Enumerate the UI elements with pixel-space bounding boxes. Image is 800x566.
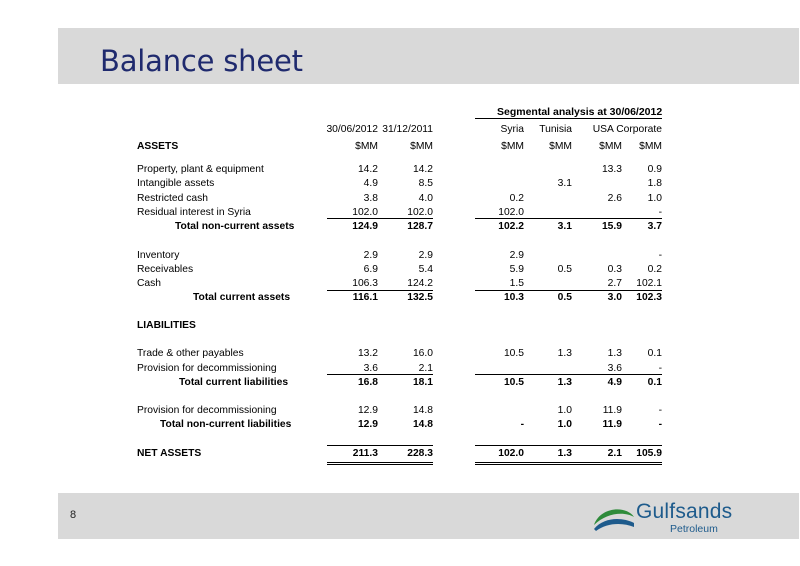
value-cell: 105.9	[636, 448, 662, 459]
total-row-label: Total current liabilities	[179, 377, 289, 388]
value-cell: 14.2	[357, 164, 378, 175]
value-cell: 16.0	[412, 348, 433, 359]
value-cell: -	[658, 207, 662, 218]
value-cell: 116.1	[352, 292, 378, 303]
value-cell: 16.8	[357, 377, 378, 388]
value-cell: 0.2	[647, 264, 662, 275]
logo-wordmark: Gulfsands	[636, 500, 733, 523]
rule-line	[475, 445, 662, 446]
rule-line	[327, 462, 433, 463]
value-cell: 12.9	[357, 419, 378, 430]
col-header-31-12-2011: 31/12/2011	[382, 124, 433, 135]
value-cell: 2.9	[418, 250, 433, 261]
row-label: Trade & other payables	[137, 348, 244, 359]
row-label: Cash	[137, 278, 162, 289]
value-cell: 11.9	[602, 419, 622, 430]
value-cell: 14.8	[412, 419, 433, 430]
value-cell: 102.0	[498, 448, 524, 459]
row-label: Residual interest in Syria	[137, 207, 251, 218]
value-cell: -	[658, 250, 662, 261]
value-cell: -	[658, 405, 662, 416]
value-cell: 5.9	[509, 264, 524, 275]
rule-line	[327, 464, 433, 465]
rule-line	[475, 218, 662, 219]
value-cell: 14.8	[412, 405, 433, 416]
value-cell: 228.3	[407, 448, 433, 459]
value-cell: 13.3	[601, 164, 622, 175]
value-cell: 132.5	[407, 292, 433, 303]
value-cell: 15.9	[601, 221, 622, 232]
unit-label: $MM	[410, 141, 433, 152]
value-cell: 4.0	[418, 193, 433, 204]
slide-title: Balance sheet	[100, 44, 303, 78]
value-cell: 3.7	[647, 221, 662, 232]
value-cell: 14.2	[412, 164, 433, 175]
col-header-30-06-2012: 30/06/2012	[326, 124, 378, 135]
value-cell: 102.3	[636, 292, 662, 303]
rule-line	[327, 290, 433, 291]
value-cell: -	[658, 419, 662, 430]
value-cell: 102.0	[498, 207, 524, 218]
section-heading: NET ASSETS	[137, 448, 202, 459]
unit-label: $MM	[639, 141, 662, 152]
value-cell: 3.6	[363, 363, 378, 374]
rule-line	[475, 462, 662, 463]
row-label: Restricted cash	[137, 193, 208, 204]
rule-line	[327, 374, 433, 375]
col-header-usa-corporate: USA Corporate	[592, 124, 662, 135]
total-row-label: Total non-current assets	[175, 221, 295, 232]
value-cell: 11.9	[602, 405, 622, 416]
unit-label: $MM	[599, 141, 622, 152]
value-cell: 0.1	[647, 348, 662, 359]
value-cell: -	[520, 419, 524, 430]
value-cell: 102.0	[352, 207, 378, 218]
row-label: Provision for decommissioning	[137, 363, 277, 374]
value-cell: 1.3	[557, 377, 572, 388]
value-cell: 10.3	[503, 292, 524, 303]
row-label: Inventory	[137, 250, 180, 261]
col-header-syria: Syria	[500, 124, 524, 135]
value-cell: 2.9	[363, 250, 378, 261]
col-header-tunisia: Tunisia	[539, 124, 572, 135]
value-cell: 2.1	[418, 363, 433, 374]
gulfsands-logo	[592, 498, 732, 536]
value-cell: 2.1	[607, 448, 622, 459]
rule-line	[475, 464, 662, 465]
value-cell: 1.3	[557, 448, 572, 459]
total-row-label: Total non-current liabilities	[160, 419, 292, 430]
value-cell: 1.8	[647, 178, 662, 189]
value-cell: 211.3	[352, 448, 378, 459]
segmental-heading-underline	[475, 118, 662, 119]
rule-line	[327, 445, 433, 446]
value-cell: 1.0	[557, 419, 572, 430]
rule-line	[475, 290, 662, 291]
value-cell: 0.3	[607, 264, 622, 275]
value-cell: 1.3	[557, 348, 572, 359]
row-label: Intangible assets	[137, 178, 215, 189]
unit-label: $MM	[549, 141, 572, 152]
value-cell: 18.1	[412, 377, 433, 388]
value-cell: 6.9	[363, 264, 378, 275]
value-cell: 3.1	[557, 178, 572, 189]
value-cell: 10.5	[503, 348, 524, 359]
total-row-label: Total current assets	[193, 292, 291, 303]
value-cell: 2.7	[607, 278, 622, 289]
value-cell: 0.9	[647, 164, 662, 175]
value-cell: 5.4	[418, 264, 433, 275]
page-number: 8	[70, 509, 77, 521]
value-cell: 1.5	[509, 278, 524, 289]
rule-line	[327, 218, 433, 219]
unit-label: $MM	[501, 141, 524, 152]
value-cell: 4.9	[607, 377, 622, 388]
row-label: Receivables	[137, 264, 194, 275]
value-cell: 12.9	[357, 405, 378, 416]
value-cell: 3.6	[607, 363, 622, 374]
unit-label: $MM	[355, 141, 378, 152]
value-cell: 4.9	[363, 178, 378, 189]
value-cell: 2.6	[607, 193, 622, 204]
row-label: Provision for decommissioning	[137, 405, 277, 416]
value-cell: 124.9	[352, 221, 378, 232]
value-cell: 13.2	[357, 348, 378, 359]
row-label: Property, plant & equipment	[137, 164, 264, 175]
value-cell: 1.0	[647, 193, 662, 204]
value-cell: 0.5	[557, 264, 572, 275]
value-cell: 102.2	[498, 221, 524, 232]
value-cell: 3.8	[363, 193, 378, 204]
segmental-analysis-heading: Segmental analysis at 30/06/2012	[497, 106, 663, 118]
value-cell: 3.0	[607, 292, 622, 303]
value-cell: 0.5	[557, 292, 572, 303]
value-cell: 8.5	[418, 178, 433, 189]
value-cell: 2.9	[509, 250, 524, 261]
value-cell: 102.1	[636, 278, 662, 289]
value-cell: 10.5	[503, 377, 524, 388]
value-cell: -	[658, 363, 662, 374]
value-cell: 1.3	[607, 348, 622, 359]
value-cell: 3.1	[557, 221, 572, 232]
value-cell: 124.2	[407, 278, 433, 289]
value-cell: 106.3	[352, 278, 378, 289]
rule-line	[475, 374, 662, 375]
value-cell: 102.0	[407, 207, 433, 218]
value-cell: 0.2	[509, 193, 524, 204]
value-cell: 128.7	[407, 221, 433, 232]
section-heading: ASSETS	[137, 141, 179, 152]
logo-subtitle: Petroleum	[670, 523, 718, 535]
gulfsands-logo-icon	[592, 503, 636, 533]
value-cell: 0.1	[647, 377, 662, 388]
section-heading: LIABILITIES	[137, 320, 196, 331]
value-cell: 1.0	[557, 405, 572, 416]
